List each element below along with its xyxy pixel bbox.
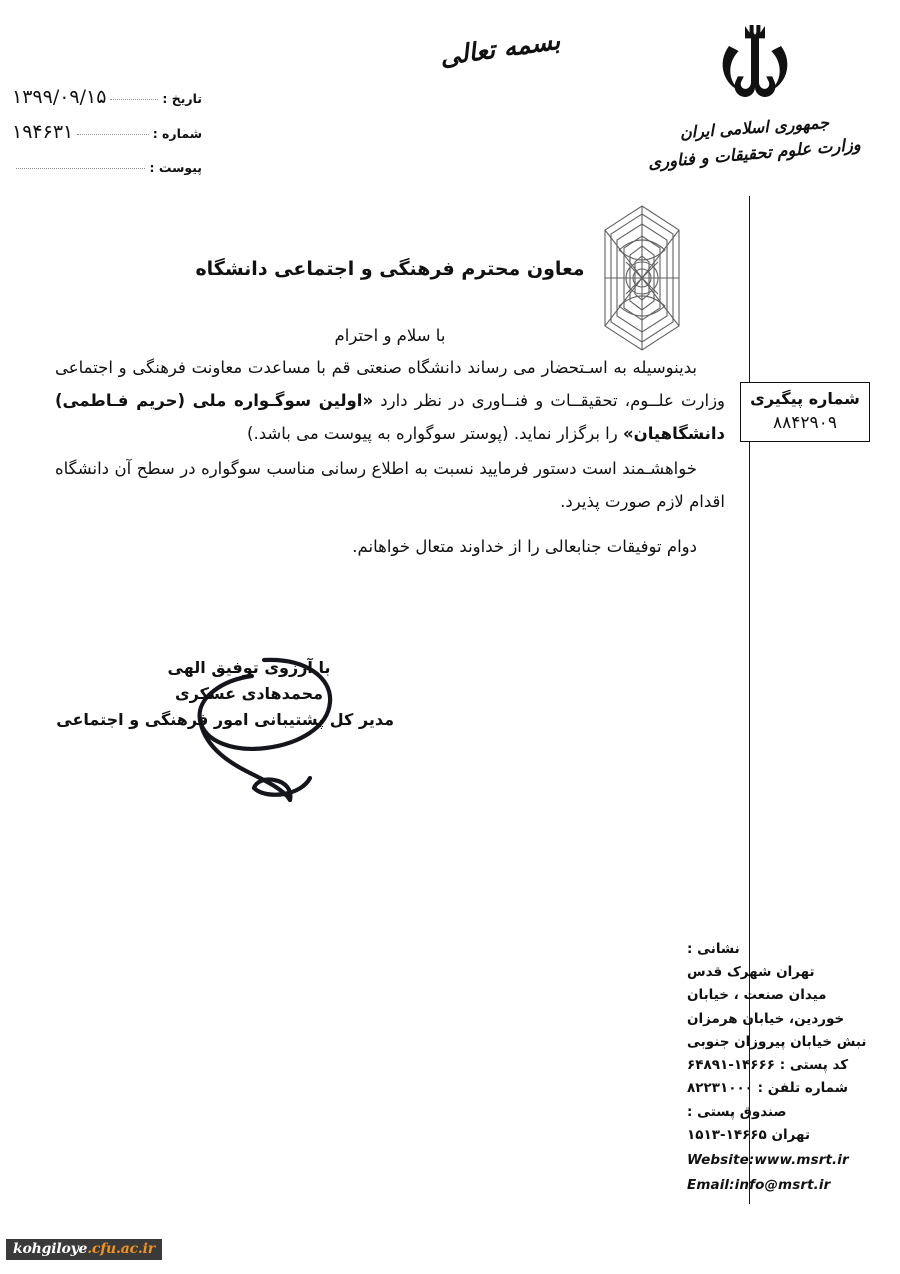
- address-line: خوردین، خیابان هرمزان: [687, 1010, 845, 1027]
- signature-closing: با آرزوی توفیق الهی: [167, 658, 331, 677]
- number-rule: [77, 133, 148, 135]
- postal-code-line: کد پستی : ۱۴۶۶۶-۶۴۸۹۱: [687, 1057, 849, 1074]
- po-box-value: تهران ۱۴۶۶۵-۱۵۱۳: [687, 1126, 811, 1143]
- po-box-label: صندوق پستی :: [687, 1103, 787, 1120]
- number-value: ۱۹۴۶۳۱: [12, 121, 74, 143]
- date-field: [12, 86, 202, 108]
- salutation-text: با سلام و احترام: [334, 326, 446, 345]
- date-value: ۱۳۹۹/۰۹/۱۵: [12, 86, 107, 108]
- number-field: [12, 121, 202, 143]
- footer-address-block: [687, 938, 872, 1197]
- signatory-title: مدیر کل پشتیبانی امور فرهنگی و اجتماعی: [56, 709, 394, 729]
- watermark-prefix: kohgiloye: [13, 1241, 88, 1257]
- event-name-emphasis: «اولین سوگـواره ملی (حریم فـاطمی) دانشگاهیان»: [55, 391, 725, 443]
- email-line[interactable]: Email:info@msrt.ir: [687, 1177, 831, 1194]
- number-label: شماره :: [152, 126, 202, 141]
- org-name-line1: جمهوری اسلامی ایران: [679, 112, 830, 143]
- attachment-field: [12, 160, 202, 175]
- tracking-label: شماره پیگیری: [750, 389, 860, 408]
- date-label: تاریخ :: [162, 91, 202, 106]
- org-name-line2: وزارت علوم تحقیقات و فناوری: [647, 134, 862, 173]
- signature-block: [56, 655, 394, 733]
- signatory-name: محمدهادی عسکری: [174, 683, 324, 703]
- phone-line: شماره تلفن : ۸۲۲۳۱۰۰۰: [687, 1080, 849, 1097]
- paragraph-three: دوام توفیقات جنابعالی را از خداوند متعال خواهانم.: [352, 537, 697, 556]
- address-line: میدان صنعت ، خیابان: [687, 987, 827, 1004]
- address-line: تهران شهرک قدس: [687, 964, 815, 981]
- paragraph-two: خواهشـمند است دستور فرمایید نسبت به اطلاع رسانی مناسب سوگواره در سطح آن دانشگاه اقدام لازم صورت پذیرد.: [55, 459, 725, 511]
- paragraph-one: [55, 351, 725, 450]
- site-watermark: [6, 1239, 162, 1260]
- iran-emblem-icon: [707, 24, 803, 110]
- addressee-title: معاون محترم فرهنگی و اجتماعی دانشگاه: [195, 258, 585, 280]
- paragraph-one-part1: بدینوسیله به اسـتحضار می رساند دانشگاه صنعتی قم با مساعدت معاونت فرهنگی و اجتماعی وزارت علــوم، تحقیقــات و فنــاوری در نظر دارد: [55, 358, 726, 410]
- paragraph-one-part2: را برگزار نماید. (پوستر سوگواره به پیوست می باشد.): [247, 424, 623, 443]
- ministry-letterhead: [647, 24, 862, 173]
- address-line: نبش خیابان پیروزان جنوبی: [687, 1033, 867, 1050]
- attachment-rule: [16, 167, 145, 169]
- attachment-label: پیوست :: [149, 160, 202, 175]
- letter-body: [55, 258, 725, 565]
- watermark-suffix: .cfu.ac.ir: [87, 1241, 155, 1257]
- address-line: نشانی :: [687, 941, 740, 957]
- tracking-number-box: [740, 382, 870, 442]
- basmala-heading: بسمه تعالی: [438, 25, 562, 72]
- website-line[interactable]: Website:www.msrt.ir: [687, 1151, 849, 1168]
- date-rule: [110, 98, 158, 100]
- tracking-value: ۸۸۴۲۹۰۹: [773, 413, 837, 433]
